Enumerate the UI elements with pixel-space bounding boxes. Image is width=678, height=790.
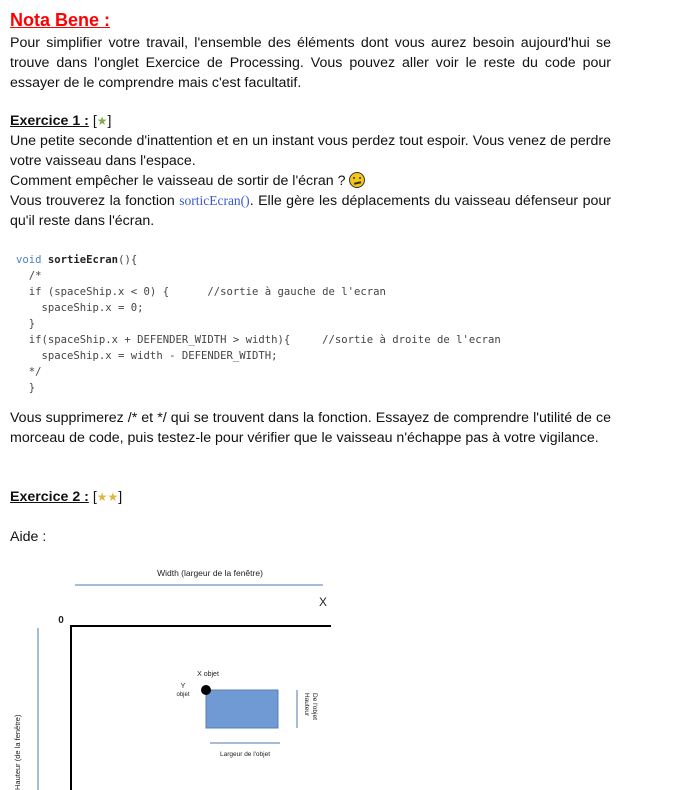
question-text: Comment empêcher le vaisseau de sortir de l'écran ? xyxy=(10,173,350,189)
object-height-label: Hauteur xyxy=(303,693,310,717)
code-function-name: sortieEcran xyxy=(47,254,119,266)
origin-label: 0 xyxy=(58,615,64,626)
exercice-1-heading xyxy=(10,111,112,131)
exercice-2-label: Exercice 2 : xyxy=(10,489,89,505)
x-objet-label: X objet xyxy=(197,671,219,678)
code-line: */ xyxy=(16,366,42,378)
code-line: } xyxy=(16,318,36,330)
exercice-1-intro: Une petite seconde d'inattention et en un instant vous perdez tout espoir. Vous venez de perdre votre vaisseau dans l'espace. xyxy=(10,133,611,169)
exercice-1-question xyxy=(10,171,611,191)
thinking-face-icon xyxy=(349,172,365,188)
exercice-1-function-text xyxy=(10,191,611,231)
code-signature: (){ xyxy=(118,254,138,266)
two-stars-icon: ★★ xyxy=(96,490,119,504)
code-line: if(spaceShip.x + DEFENDER_WIDTH > width){ //sortie à droite de l'ecran xyxy=(16,334,501,346)
width-label: Width (largeur de la fenêtre) xyxy=(157,568,263,578)
code-line: } xyxy=(16,382,36,394)
object-width-label: Largeur de l'objet xyxy=(219,751,271,758)
y-objet-label: Y xyxy=(180,683,186,690)
function-name-link: sorticEcran() xyxy=(179,193,250,208)
code-line: if (spaceShip.x < 0) { //sortie à gauche de l'ecran xyxy=(16,286,386,298)
star-icon: ★ xyxy=(96,114,108,128)
object-rectangle xyxy=(206,690,278,728)
aide-label: Aide : xyxy=(10,529,47,545)
nota-bene-title: Nota Bene : xyxy=(10,10,111,30)
code-line: spaceShip.x = 0; xyxy=(16,302,144,314)
coordinate-diagram xyxy=(0,560,678,790)
code-block xyxy=(16,252,501,396)
object-origin-dot xyxy=(201,685,211,695)
fn-before: Vous trouverez la fonction xyxy=(10,193,180,209)
code-line: spaceShip.x = width - DEFENDER_WIDTH; xyxy=(16,350,278,362)
exercice-1-instructions: Vous supprimerez /* et */ qui se trouvent dans la fonction. Essayez de comprendre l'utilité de ce morceau de code, puis testez-le pour vérifier que le vaisseau n'échappe pas à votre vigilance. xyxy=(10,410,611,446)
bracket-open: [ xyxy=(88,489,97,505)
bracket-close: ] xyxy=(107,113,112,129)
exercice-2-heading xyxy=(10,487,122,507)
fn-after: . Elle gère les déplacements du vaisseau défenseur pour qu'il reste dans l'écran. xyxy=(10,193,611,229)
x-axis-label: X xyxy=(318,595,328,609)
nota-bene-text: Pour simplifier votre travail, l'ensemble des éléments dont vous aurez besoin aujourd'hui se trouve dans l'onglet Exercice de Processing. Vous pouvez aller voir le reste du code pour essayer de le comprendre mais c'est facultatif. xyxy=(10,35,611,91)
code-keyword: void xyxy=(16,254,42,266)
bracket-open: [ xyxy=(88,113,97,129)
object-height-label-2: De l'objet xyxy=(311,693,318,720)
exercice-1-label: Exercice 1 : xyxy=(10,113,89,129)
code-line: /* xyxy=(16,270,42,282)
height-label: Hauteur (de la fenêtre) xyxy=(13,714,22,790)
y-objet-label-2: objet xyxy=(176,692,190,698)
bracket-close: ] xyxy=(118,489,123,505)
